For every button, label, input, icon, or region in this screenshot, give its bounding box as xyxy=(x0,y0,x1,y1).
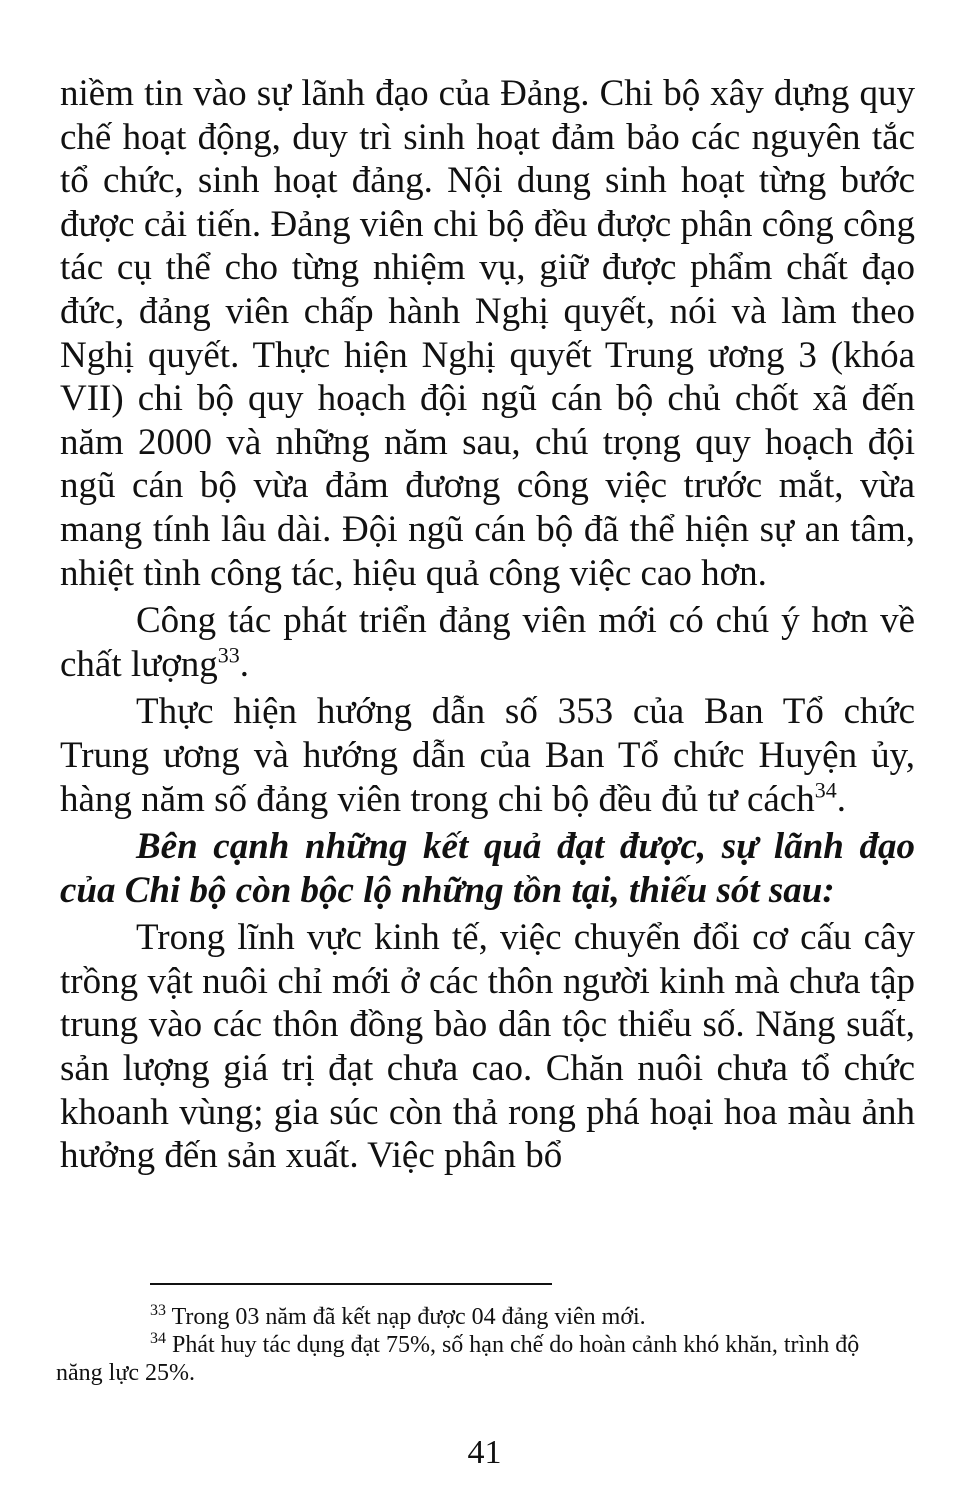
footnote-34-text: Phát huy tác dụng đạt 75%, số hạn chế do hoàn cảnh khó khăn, trình độ năng lực 25%. xyxy=(56,1332,860,1386)
paragraph-2-end: . xyxy=(239,643,250,685)
paragraph-4-heading: Bên cạnh những kết quả đạt được, sự lãnh đạo của Chi bộ còn bộc lộ những tồn tại, thiếu sót sau: xyxy=(60,826,915,911)
footnote-33 xyxy=(56,1303,866,1331)
footnotes xyxy=(56,1303,866,1387)
footnote-33-text: Trong 03 năm đã kết nạp được 04 đảng viên mới. xyxy=(166,1304,646,1330)
paragraph-5: Trong lĩnh vực kinh tế, việc chuyển đổi cơ cấu cây trồng vật nuôi chỉ mới ở các thôn người kinh mà chưa tập trung vào các thôn đồng bào dân tộc thiểu số. Năng suất, sản lượng giá trị đạt chưa cao. Chăn nuôi chưa tổ chức khoanh vùng; gia súc còn thả rong phá hoại hoa màu ảnh hưởng đến sản xuất. Việc phân bổ xyxy=(60,917,915,1177)
footnote-34-mark: 34 xyxy=(150,1330,166,1347)
footnote-ref-34: 34 xyxy=(814,777,837,803)
footnote-ref-33: 33 xyxy=(217,642,240,668)
paragraph-2 xyxy=(60,599,915,686)
footnote-34 xyxy=(56,1331,866,1387)
paragraph-3 xyxy=(60,690,915,821)
paragraph-1: niềm tin vào sự lãnh đạo của Đảng. Chi bộ xây dựng quy chế hoạt động, duy trì sinh hoạt đảm bảo các nguyên tắc tổ chức, sinh hoạt đảng. Nội dung sinh hoạt từng bước được cải tiến. Đảng viên chi bộ đều được phân công công tác cụ thể cho từng nhiệm vụ, giữ được phẩm chất đạo đức, đảng viên chấp hành Nghị quyết, nói và làm theo Nghị quyết. Thực hiện Nghị quyết Trung ương 3 (khóa VII) chi bộ quy hoạch đội ngũ cán bộ chủ chốt xã đến năm 2000 và những năm sau, chú trọng quy hoạch đội ngũ cán bộ vừa đảm đương công việc trước mắt, vừa mang tính lâu dài. Đội ngũ cán bộ đã thể hiện sự an tâm, nhiệt tình công tác, hiệu quả công việc cao hơn. xyxy=(60,73,915,594)
footnote-divider xyxy=(150,1283,552,1285)
paragraph-3-text: Thực hiện hướng dẫn số 353 của Ban Tổ chức Trung ương và hướng dẫn của Ban Tổ chức Huyện ủy, hàng năm số đảng viên trong chi bộ đều đủ tư cách xyxy=(60,691,915,820)
paragraph-3-end: . xyxy=(836,778,846,820)
paragraph-2-text: Công tác phát triển đảng viên mới có chú ý hơn về chất lượng xyxy=(60,600,915,685)
page-number: 41 xyxy=(467,1434,502,1471)
footnote-33-mark: 33 xyxy=(150,1302,166,1319)
body-text xyxy=(60,72,915,1178)
